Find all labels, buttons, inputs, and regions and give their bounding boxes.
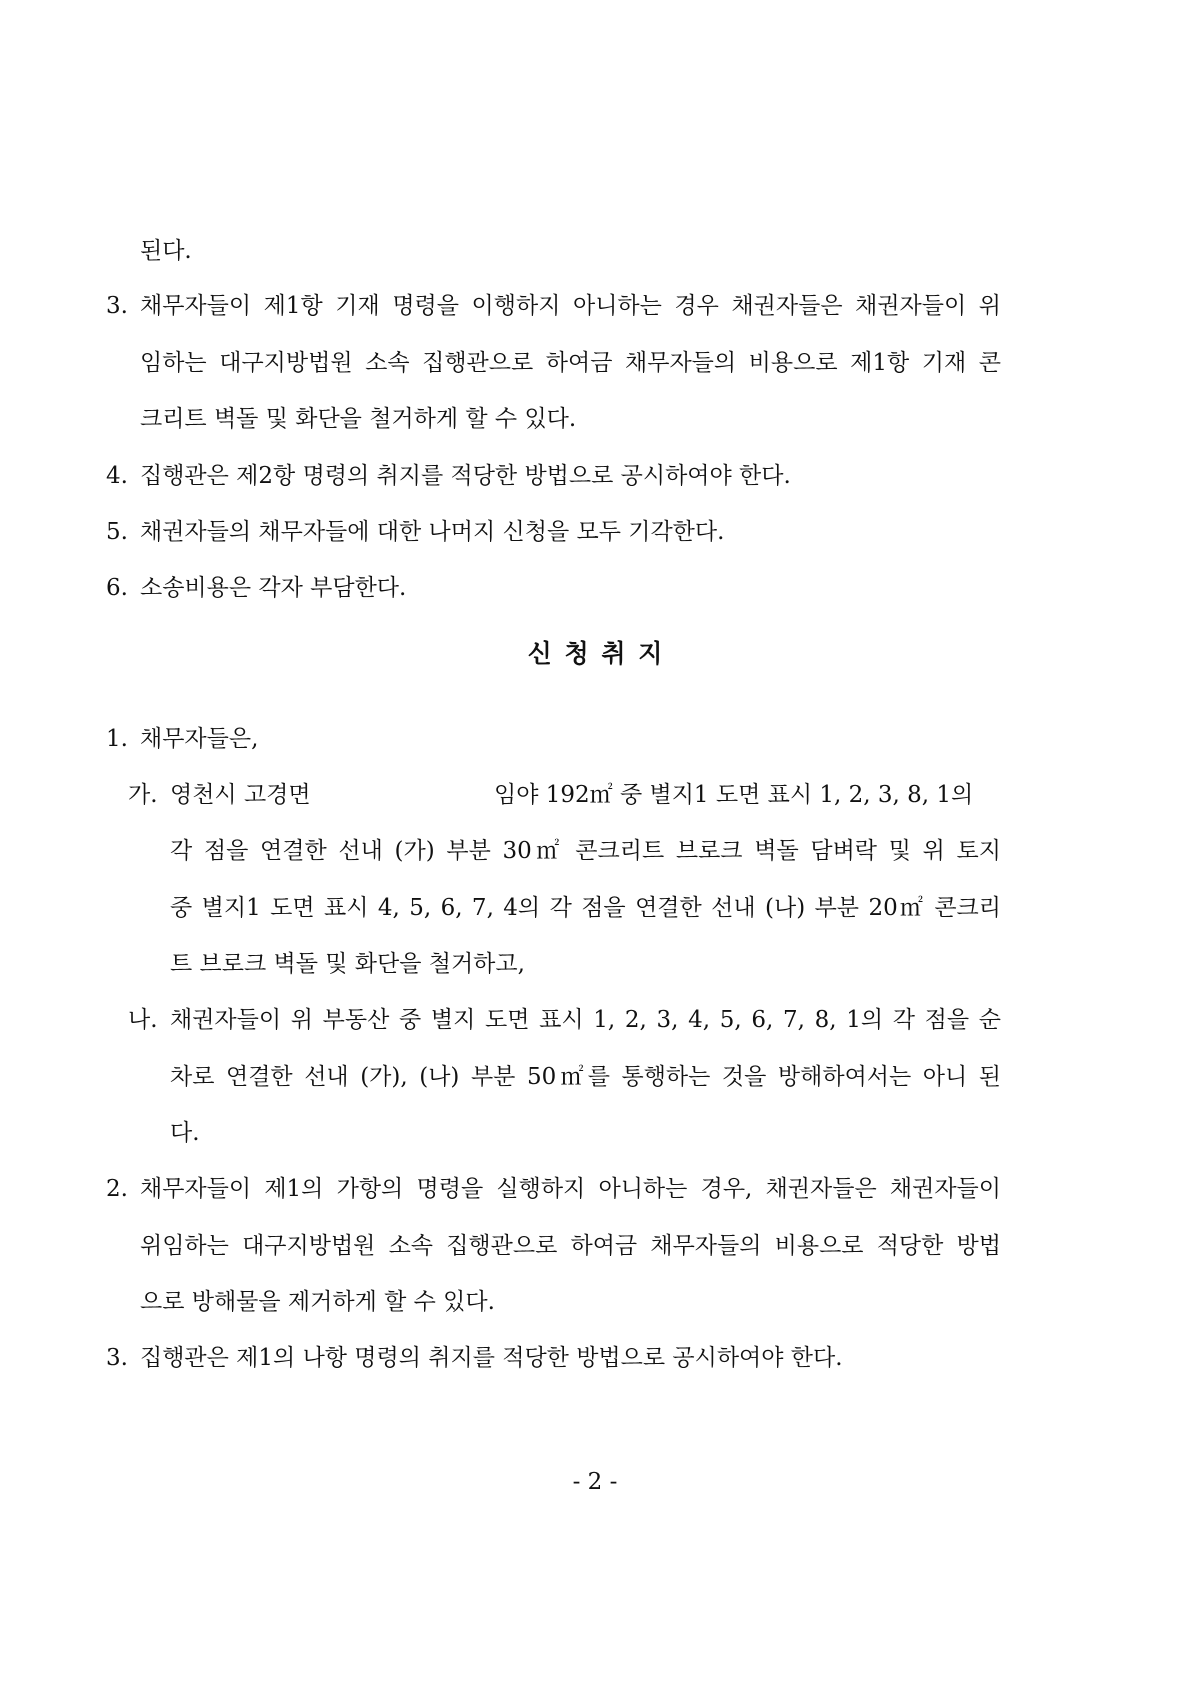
item-3-number: 3. bbox=[106, 293, 128, 319]
item-4-number: 4. bbox=[106, 463, 128, 489]
item-4-text: 집행관은 제2항 명령의 취지를 적당한 방법으로 공시하여야 한다. bbox=[140, 463, 791, 489]
item-5-text: 채권자들의 채무자들에 대한 나머지 신청을 모두 기각한다. bbox=[140, 519, 725, 545]
page-number: - 2 - bbox=[572, 1469, 618, 1495]
claim-2-number: 2. bbox=[106, 1176, 128, 1202]
item-3-line-2: 임하는 대구지방법원 소속 집행관으로 하여금 채무자들의 비용으로 제1항 기재 콘 bbox=[140, 350, 1001, 376]
claim-2-line-3: 으로 방해물을 제거하게 할 수 있다. bbox=[140, 1289, 495, 1315]
claim-2-line-1: 채무자들이 제1의 가항의 명령을 실행하지 아니하는 경우, 채권자들은 채권자들이 bbox=[140, 1176, 1001, 1202]
subitem-ga-line-3: 중 별지1 도면 표시 4, 5, 6, 7, 4의 각 점을 연결한 선내 (나) 부분 20㎡ 콘크리 bbox=[170, 895, 1001, 921]
claim-3-text: 집행관은 제1의 나항 명령의 취지를 적당한 방법으로 공시하여야 한다. bbox=[140, 1345, 843, 1371]
subitem-ga-line-4: 트 브로크 벽돌 및 화단을 철거하고, bbox=[170, 951, 525, 977]
continuation-text: 된다. bbox=[140, 238, 192, 264]
subitem-na-marker: 나. bbox=[128, 1007, 158, 1033]
item-6-number: 6. bbox=[106, 575, 128, 601]
section-heading: 신 청 취 지 bbox=[527, 639, 663, 668]
subitem-na-line-2: 차로 연결한 선내 (가), (나) 부분 50㎡를 통행하는 것을 방해하여서는 아니 된 bbox=[170, 1064, 1001, 1090]
claim-1-text: 채무자들은, bbox=[140, 726, 259, 752]
subitem-na-line-3: 다. bbox=[170, 1120, 200, 1146]
subitem-na-line-1: 채권자들이 위 부동산 중 별지 도면 표시 1, 2, 3, 4, 5, 6, 7, 8, 1의 각 점을 순 bbox=[170, 1007, 1001, 1033]
claim-2-line-2: 위임하는 대구지방법원 소속 집행관으로 하여금 채무자들의 비용으로 적당한 방법 bbox=[140, 1233, 1001, 1259]
claim-1-number: 1. bbox=[106, 726, 128, 752]
subitem-ga-line-2: 각 점을 연결한 선내 (가) 부분 30㎡ 콘크리트 브로크 벽돌 담벼락 및 위 토지 bbox=[170, 838, 1001, 864]
item-3-line-1: 채무자들이 제1항 기재 명령을 이행하지 아니하는 경우 채권자들은 채권자들이 위 bbox=[140, 293, 1001, 319]
item-3-line-3: 크리트 벽돌 및 화단을 철거하게 할 수 있다. bbox=[140, 406, 577, 432]
subitem-ga-marker: 가. bbox=[128, 782, 158, 808]
subitem-ga-line-1: 임야 192㎡ 중 별지1 도면 표시 1, 2, 3, 8, 1의 bbox=[494, 782, 974, 808]
subitem-ga-address: 영천시 고경면 bbox=[170, 782, 311, 808]
item-6-text: 소송비용은 각자 부담한다. bbox=[140, 575, 407, 601]
claim-3-number: 3. bbox=[106, 1345, 128, 1371]
item-5-number: 5. bbox=[106, 519, 128, 545]
